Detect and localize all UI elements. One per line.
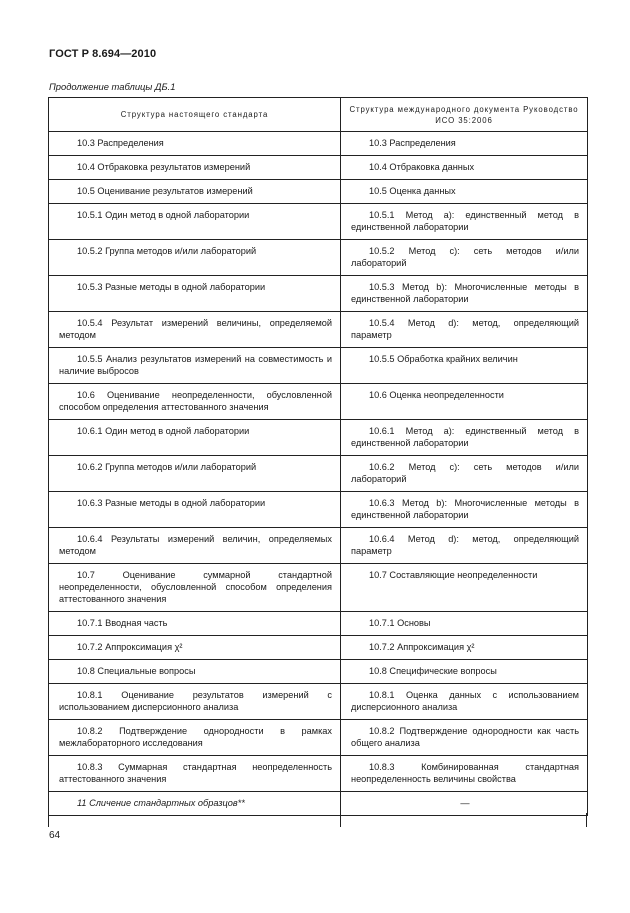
section-text: 10.5.5 Анализ результатов измерений на совместимость и наличие выбросов xyxy=(59,354,332,376)
cell-iso-section xyxy=(341,636,588,660)
cell-standard-section xyxy=(49,564,341,612)
table-row xyxy=(49,684,588,720)
section-text: 10.6 Оценивание неопределенности, обусловленной способом определения аттестованного значения xyxy=(59,390,332,412)
section-text: 10.7.2 Аппроксимация χ² xyxy=(369,642,475,652)
section-text: 10.7.1 Вводная часть xyxy=(77,618,168,628)
page-number: 64 xyxy=(49,830,61,841)
cell-standard-section xyxy=(49,528,341,564)
cell-iso-section xyxy=(341,240,588,276)
cell-iso-section xyxy=(341,132,588,156)
cell-standard-section xyxy=(49,684,341,720)
cell-iso-section xyxy=(341,420,588,456)
table-row xyxy=(49,240,588,276)
cell-iso-section xyxy=(341,384,588,420)
section-text: 10.5.1 Метод а): единственный метод в единственной лаборатории xyxy=(351,210,579,232)
section-text: 10.6.4 Результаты измерений величин, определяемых методом xyxy=(59,534,332,556)
section-text: 10.5.4 Метод d): метод, определяющий параметр xyxy=(351,318,579,340)
section-text: 10.8 Специальные вопросы xyxy=(77,666,196,676)
column-header-iso-guide: Структура международного документа Руководство ИСО 35:2006 xyxy=(341,98,588,132)
cell-standard-section xyxy=(49,660,341,684)
cell-iso-section xyxy=(341,564,588,612)
table-row xyxy=(49,204,588,240)
cell-standard-section xyxy=(49,384,341,420)
cell-iso-section xyxy=(341,348,588,384)
cell-standard-section xyxy=(49,456,341,492)
section-text: 10.5.3 Метод b): Многочисленные методы в единственной лаборатории xyxy=(351,282,579,304)
cell-standard-section xyxy=(49,756,341,792)
section-text: 10.4 Отбраковка результатов измерений xyxy=(77,162,251,172)
cell-iso-section xyxy=(341,720,588,756)
cell-iso-section xyxy=(341,204,588,240)
table-row xyxy=(49,312,588,348)
table-row xyxy=(49,636,588,660)
table-row xyxy=(49,756,588,792)
section-text: 10.4 Отбраковка данных xyxy=(369,162,475,172)
section-text: 10.6.4 Метод d): метод, определяющий параметр xyxy=(351,534,579,556)
cell-standard-section xyxy=(49,492,341,528)
table-continuation-caption: Продолжение таблицы ДБ.1 xyxy=(49,81,176,92)
table-row xyxy=(49,564,588,612)
table-row xyxy=(49,456,588,492)
cell-iso-section xyxy=(341,756,588,792)
cell-standard-section xyxy=(49,720,341,756)
cell-iso-section xyxy=(341,612,588,636)
cell-iso-section xyxy=(341,156,588,180)
cell-standard-section xyxy=(49,348,341,384)
section-text: 10.8.1 Оценка данных с использованием дисперсионного анализа xyxy=(351,690,579,712)
section-text: 10.7.1 Основы xyxy=(369,618,431,628)
cell-standard-section xyxy=(49,276,341,312)
section-text: 10.6.2 Метод с): сеть методов и/или лабораторий xyxy=(351,462,579,484)
section-text: 10.5 Оценивание результатов измерений xyxy=(77,186,253,196)
section-text: 10.5.3 Разные методы в одной лаборатории xyxy=(77,282,266,292)
table-row xyxy=(49,348,588,384)
section-text: 10.3 Распределения xyxy=(369,138,456,148)
section-text: 10.7 Оценивание суммарной стандартной неопределенности, обусловленной способом определения аттестованного значения xyxy=(59,570,332,604)
section-text: 10.6.1 Метод а): единственный метод в единственной лаборатории xyxy=(351,426,579,448)
table-row xyxy=(49,528,588,564)
table-row xyxy=(49,276,588,312)
section-text: 10.6.3 Разные методы в одной лаборатории xyxy=(77,498,266,508)
section-text: 11 Сличение стандартных образцов** xyxy=(77,798,245,808)
section-text: 10.5.1 Один метод в одной лаборатории xyxy=(77,210,250,220)
cell-standard-section xyxy=(49,420,341,456)
cell-iso-section xyxy=(341,276,588,312)
section-text: 10.8.3 Суммарная стандартная неопределенность аттестованного значения xyxy=(59,762,332,784)
correspondence-table xyxy=(48,97,588,816)
cell-iso-section xyxy=(341,792,588,816)
section-text: 10.5 Оценка данных xyxy=(369,186,456,196)
cell-standard-section xyxy=(49,204,341,240)
section-text: 10.8.2 Подтверждение однородности как часть общего анализа xyxy=(351,726,579,748)
table-border-right xyxy=(586,813,587,827)
cell-standard-section xyxy=(49,636,341,660)
table-row xyxy=(49,660,588,684)
cell-iso-section xyxy=(341,684,588,720)
cell-standard-section xyxy=(49,132,341,156)
cell-iso-section xyxy=(341,312,588,348)
document-title: ГОСТ Р 8.694—2010 xyxy=(49,48,157,60)
section-text: 10.5.2 Группа методов и/или лабораторий xyxy=(77,246,257,256)
section-text: — xyxy=(460,798,470,808)
section-text: 10.8 Специфические вопросы xyxy=(369,666,497,676)
cell-iso-section xyxy=(341,528,588,564)
table-row xyxy=(49,612,588,636)
cell-iso-section xyxy=(341,456,588,492)
section-text: 10.8.1 Оценивание результатов измерений с использованием дисперсионного анализа xyxy=(59,690,332,712)
cell-iso-section xyxy=(341,492,588,528)
section-text: 10.5.5 Обработка крайних величин xyxy=(369,354,518,364)
section-text: 10.8.3 Комбинированная стандартная неопределенность величины свойства xyxy=(351,762,579,784)
section-text: 10.6.1 Один метод в одной лаборатории xyxy=(77,426,250,436)
table-header-row xyxy=(49,98,588,132)
table-row xyxy=(49,420,588,456)
cell-standard-section xyxy=(49,180,341,204)
table-row xyxy=(49,180,588,204)
section-text: 10.5.4 Результат измерений величины, определяемой методом xyxy=(59,318,332,340)
section-text: 10.6.2 Группа методов и/или лабораторий xyxy=(77,462,257,472)
cell-standard-section xyxy=(49,240,341,276)
cell-standard-section xyxy=(49,156,341,180)
table-row xyxy=(49,384,588,420)
section-text: 10.7 Составляющие неопределенности xyxy=(369,570,538,580)
cell-iso-section xyxy=(341,180,588,204)
section-text: 10.3 Распределения xyxy=(77,138,164,148)
section-text: 10.8.2 Подтверждение однородности в рамках межлабораторного исследования xyxy=(59,726,332,748)
table-row xyxy=(49,156,588,180)
section-text: 10.6 Оценка неопределенности xyxy=(369,390,504,400)
section-text: 10.6.3 Метод b): Многочисленные методы в единственной лаборатории xyxy=(351,498,579,520)
column-header-standard: Структура настоящего стандарта xyxy=(49,98,341,132)
table-border-left xyxy=(48,813,49,827)
table-row xyxy=(49,132,588,156)
table-row xyxy=(49,492,588,528)
cell-iso-section xyxy=(341,660,588,684)
cell-standard-section xyxy=(49,312,341,348)
cell-standard-section xyxy=(49,792,341,816)
table-border-middle xyxy=(340,813,341,827)
table-row xyxy=(49,720,588,756)
section-text: 10.7.2 Аппроксимация χ² xyxy=(77,642,183,652)
table-row xyxy=(49,792,588,816)
cell-standard-section xyxy=(49,612,341,636)
section-text: 10.5.2 Метод с): сеть методов и/или лабораторий xyxy=(351,246,579,268)
